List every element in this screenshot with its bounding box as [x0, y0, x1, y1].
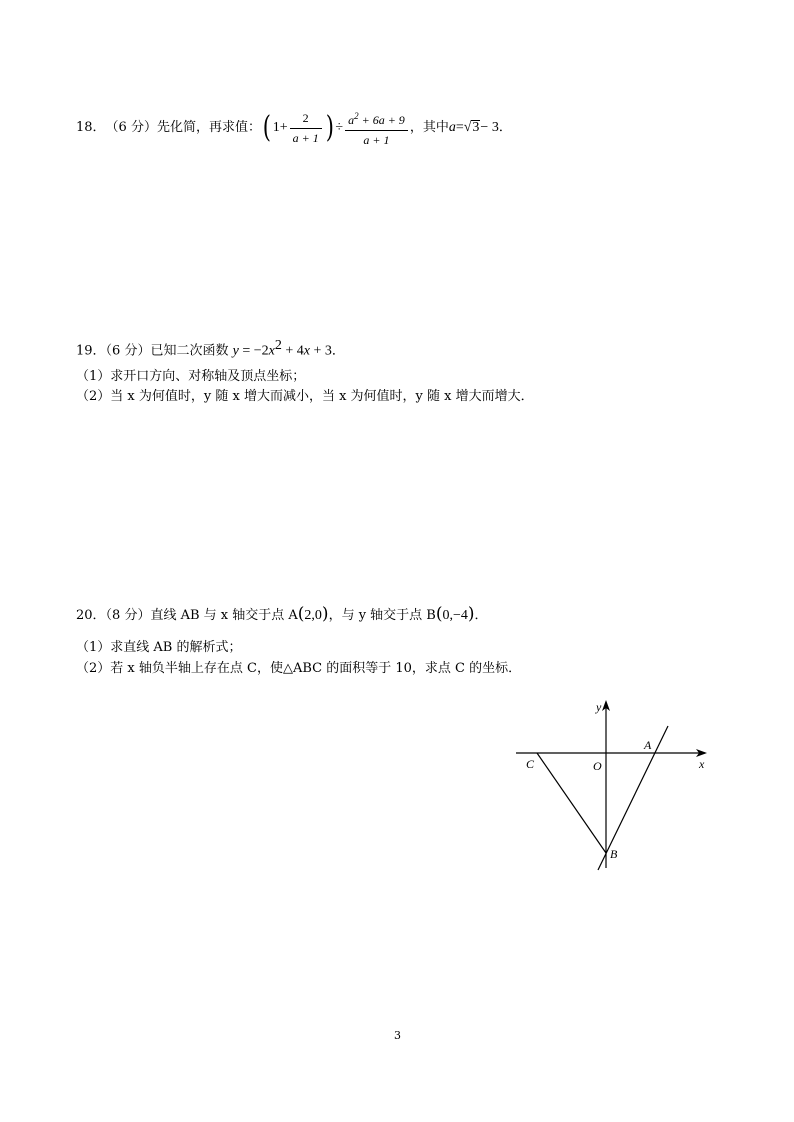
q20-number: 20． [76, 608, 106, 623]
q19-x2: x [303, 343, 310, 359]
label-b: B [610, 847, 618, 861]
q18-frac2-num: $a^2 + 6a + 9$ [345, 109, 408, 131]
q18-end: ． [498, 120, 512, 135]
q18-divide: ÷ [335, 120, 344, 135]
q18-fraction-2 [345, 109, 408, 148]
label-a: A [644, 738, 652, 752]
q19-x1: x [268, 343, 275, 359]
q19-eq: = −2 [238, 343, 269, 359]
q18-score: （6 分） [105, 120, 157, 135]
label-x: x [699, 757, 705, 771]
q18-fraction-1 [290, 111, 322, 146]
q18-frac2-den: a + 1 [363, 132, 390, 147]
q19-number: 19． [76, 343, 106, 359]
q19-end: ． [331, 343, 345, 359]
q20-point-b: 0,−4 [442, 608, 468, 623]
q18-text: 先化简，再求值： [156, 120, 261, 135]
q20-sub-2: （2）若 x 轴负半轴上存在点 C，使△ABC 的面积等于 10，求点 C 的坐标． [76, 661, 522, 676]
q18-right-paren: ) [325, 110, 334, 145]
q20-sub-1: （1）求直线 AB 的解析式； [76, 640, 242, 655]
label-y: y [596, 700, 602, 714]
q19-score: （6 分） [105, 343, 151, 359]
question-18 [76, 108, 512, 148]
q19-tail: + 3 [309, 343, 332, 359]
q18-plus: + [279, 120, 288, 135]
q19-mid: + 4 [281, 343, 304, 359]
q18-number: 18． [76, 120, 106, 135]
label-c: C [526, 757, 535, 771]
label-o: O [593, 759, 602, 773]
q18-where: ，其中 [409, 120, 449, 135]
q20-score: （8 分） [105, 608, 151, 623]
q18-frac2-num-rest: + 6a + 9 [358, 112, 405, 127]
q18-sqrt-arg: 3 [472, 120, 480, 135]
q18-one: 1 [272, 120, 280, 135]
q18-left-paren: ( [262, 110, 271, 145]
q19-y: y [232, 343, 239, 359]
q19-sub-1: （1）求开口方向、对称轴及顶点坐标； [76, 369, 306, 384]
q18-equals: = [455, 120, 464, 135]
q18-var-a: a [448, 120, 456, 135]
q18-sqrt: √3 [463, 120, 480, 135]
q20-text-b: ，与 y 轴交于点 B [328, 608, 436, 623]
q18-tail: − 3 [480, 120, 499, 135]
q18-frac2-num-a: a [348, 112, 355, 127]
page-number: 3 [394, 1029, 401, 1042]
q19-sub-2: （2）当 x 为何值时，y 随 x 增大而减小，当 x 为何值时，y 随 x 增大而增大． [76, 389, 534, 404]
q18-frac1-num: 2 [290, 111, 322, 129]
line-ab [598, 726, 668, 870]
question-19: 19．（6 分）已知二次函数 $y = -2x^2 + 4x + 3$． [76, 338, 345, 359]
question-20: 20．（8 分）直线 AB 与 x 轴交于点 A(2,0)，与 y 轴交于点 B(0,−4)． [76, 604, 488, 624]
coordinate-figure [510, 695, 720, 880]
q18-frac1-den: a + 1 [292, 130, 319, 145]
q20-end: ． [474, 608, 488, 623]
q20-point-a: 2,0 [304, 608, 322, 623]
q19-text: 已知二次函数 [150, 343, 229, 359]
q20-text-a: 直线 AB 与 x 轴交于点 A [150, 608, 298, 623]
